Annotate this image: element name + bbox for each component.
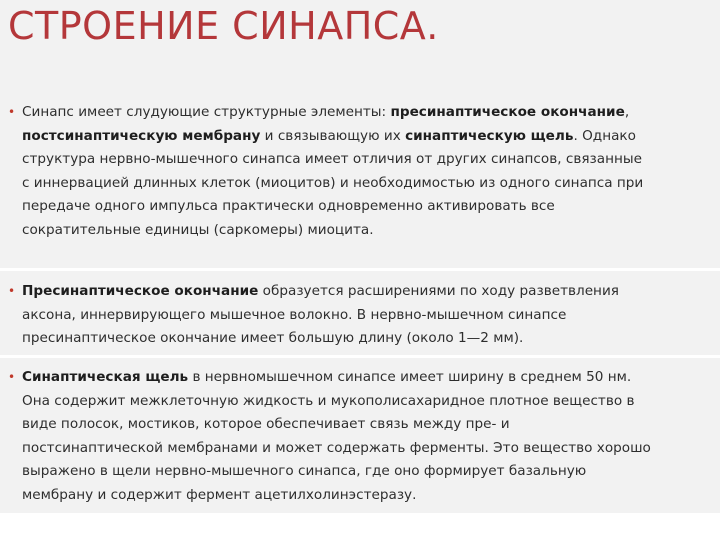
text-line bbox=[8, 413, 710, 437]
bullet-icon: • bbox=[8, 284, 16, 298]
section-divider bbox=[0, 355, 720, 358]
paragraph-synapse-elements bbox=[8, 101, 710, 242]
text-line bbox=[8, 280, 710, 304]
text-segment: сократительные единицы (саркомеры) миоцита. bbox=[22, 221, 374, 238]
bold-term: синаптическую щель bbox=[405, 127, 574, 144]
section-divider bbox=[0, 268, 720, 271]
bullet-icon: • bbox=[8, 105, 16, 119]
text-segment: с иннервацией длинных клеток (миоцитов) и необходимостью из одного синапса при bbox=[22, 174, 644, 191]
bold-term: пресинаптическое окончание bbox=[390, 104, 625, 120]
text-segment: , bbox=[624, 104, 630, 120]
bold-term: Синаптическая щель bbox=[22, 369, 189, 385]
text-line bbox=[8, 148, 710, 172]
bold-term: Пресинаптическое окончание bbox=[22, 283, 259, 299]
text-line bbox=[8, 304, 710, 328]
text-line bbox=[8, 390, 710, 414]
text-line bbox=[8, 219, 710, 243]
text-segment: постсинаптической мембранами и может содержать ферменты. Это вещество хорошо bbox=[22, 439, 651, 456]
bold-term: постсинаптическую мембрану bbox=[22, 127, 261, 144]
text-segment: и связывающую их bbox=[260, 127, 406, 144]
text-segment: образуется расширениями по ходу разветвления bbox=[258, 283, 619, 299]
text-segment: передаче одного импульса практически одновременно активировать все bbox=[22, 198, 555, 214]
text-line bbox=[8, 172, 710, 196]
text-line bbox=[8, 484, 710, 508]
text-segment: в нервномышечном синапсе имеет ширину в среднем 50 нм. bbox=[188, 369, 632, 385]
text-segment: виде полосок, мостиков, которое обеспечивает связь между пре- и bbox=[22, 416, 510, 432]
paragraph-synaptic-cleft bbox=[8, 366, 710, 507]
bullet-icon: • bbox=[8, 370, 16, 384]
text-segment: аксона, иннервирующего мышечное волокно. В нервно-мышечном синапсе bbox=[22, 306, 567, 323]
text-segment: мембрану и содержит фермент ацетилхолинэстеразу. bbox=[22, 486, 417, 503]
text-segment: Она содержит межклеточную жидкость и мукополисахаридное плотное вещество в bbox=[22, 392, 635, 409]
text-segment: структура нервно-мышечного синапса имеет отличия от других синапсов, связанные bbox=[22, 151, 642, 167]
text-segment: выражено в щели нервно-мышечного синапса, где оно формирует базальную bbox=[22, 463, 587, 479]
text-line bbox=[8, 437, 710, 461]
text-line bbox=[8, 101, 710, 125]
text-line bbox=[8, 460, 710, 484]
paragraph-presynaptic-ending bbox=[8, 280, 710, 351]
text-line bbox=[8, 125, 710, 149]
text-segment: . Однако bbox=[573, 127, 636, 144]
text-segment: пресинаптическое окончание имеет большую длину (около 1—2 мм). bbox=[22, 330, 524, 346]
text-line bbox=[8, 327, 710, 351]
slide-title: СТРОЕНИЕ СИНАПСА. bbox=[8, 4, 439, 48]
text-line bbox=[8, 366, 710, 390]
text-line bbox=[8, 195, 710, 219]
text-segment: Синапс имеет слудующие структурные элементы: bbox=[22, 104, 391, 120]
